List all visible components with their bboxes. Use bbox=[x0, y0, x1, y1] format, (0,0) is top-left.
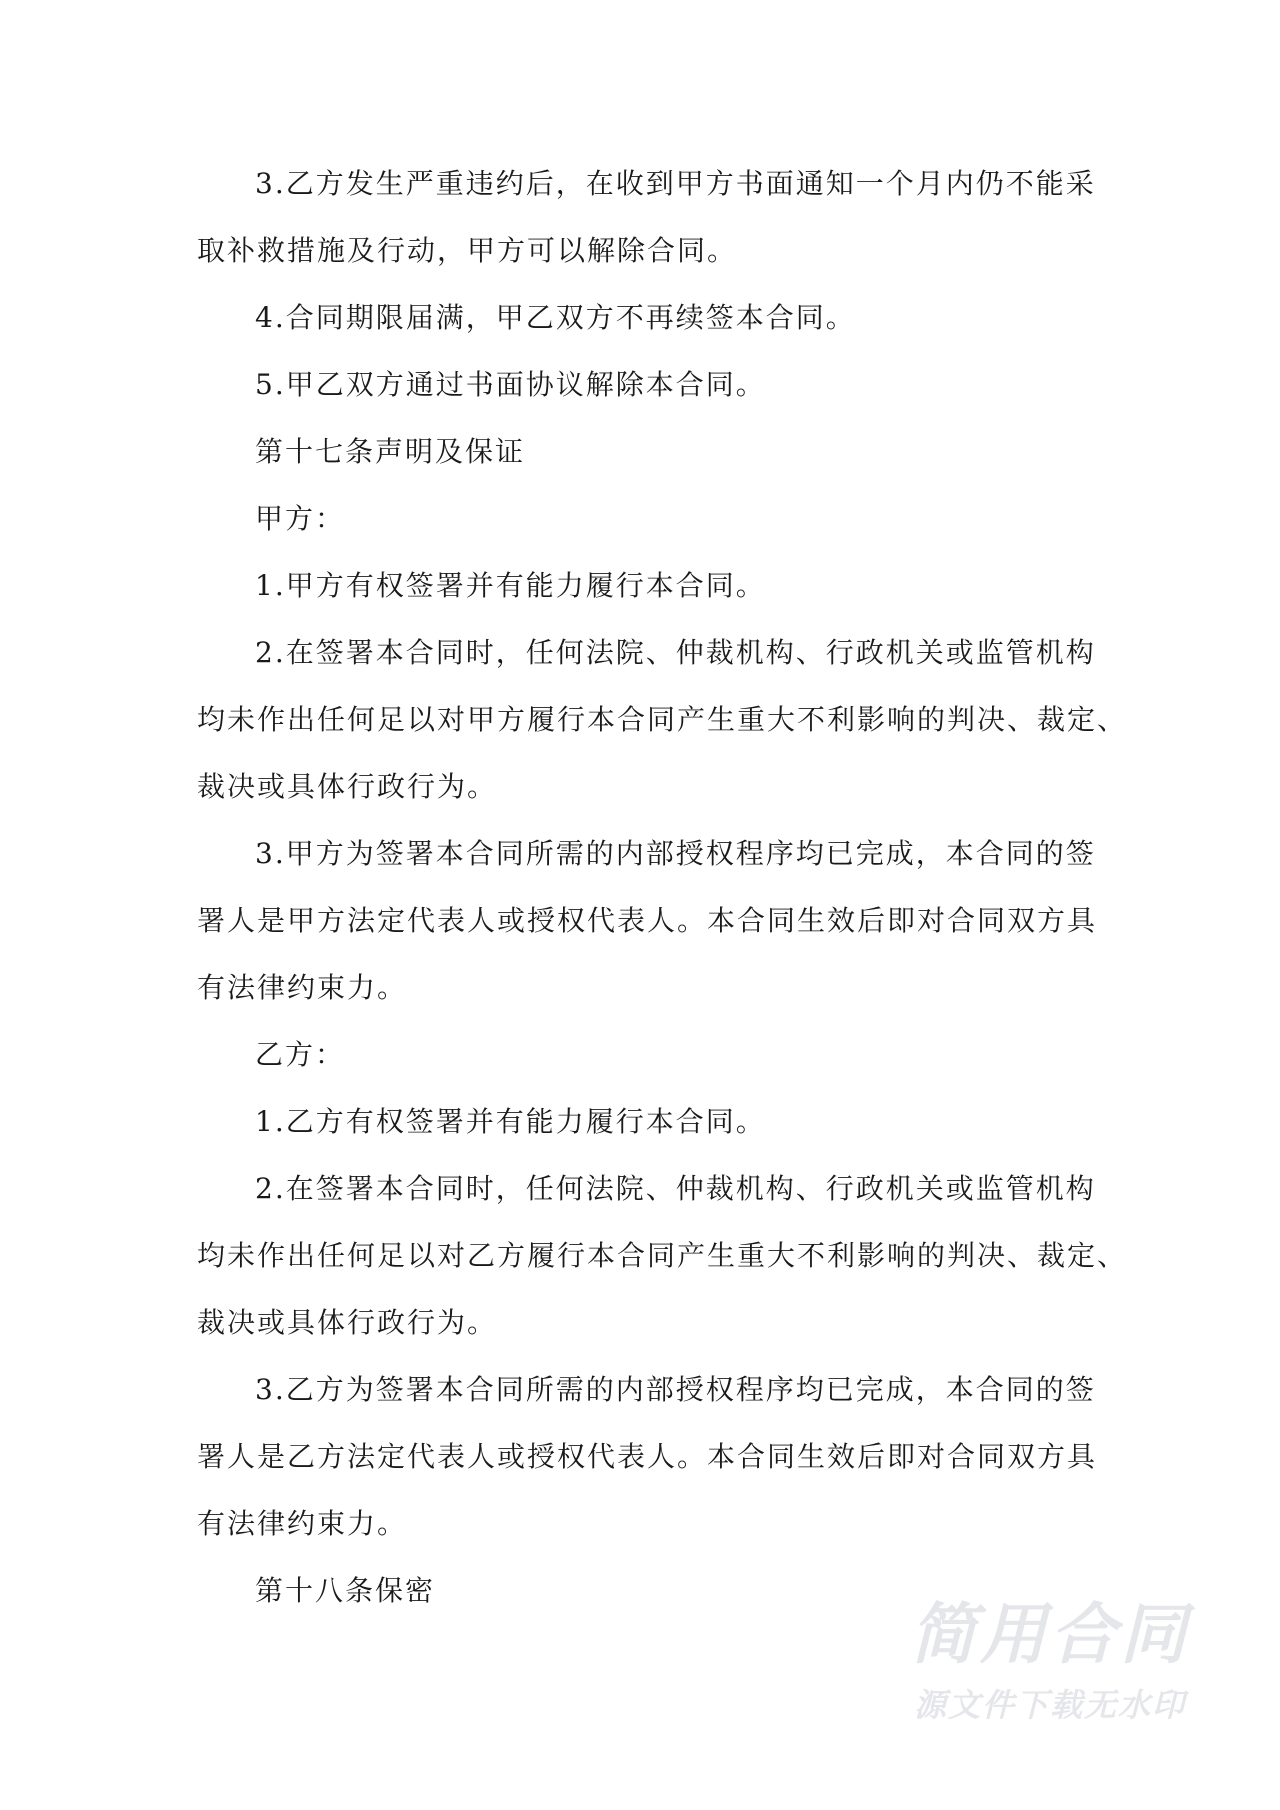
paragraph-line: 署人是甲方法定代表人或授权代表人。本合同生效后即对合同双方具 bbox=[197, 904, 1098, 937]
paragraph bbox=[197, 820, 1097, 1021]
paragraph bbox=[197, 1356, 1097, 1557]
paragraph bbox=[197, 1021, 1097, 1088]
paragraph-line: 2.在签署本合同时，任何法院、仲裁机构、行政机关或监管机构 bbox=[255, 1172, 1096, 1205]
paragraph bbox=[197, 284, 1097, 351]
paragraph-line: 均未作出任何足以对甲方履行本合同产生重大不利影响的判决、裁定、 bbox=[197, 703, 1128, 736]
watermark-title: 简用合同 bbox=[910, 1596, 1190, 1673]
paragraph-line: 乙方： bbox=[255, 1038, 346, 1071]
paragraph-line: 取补救措施及行动，甲方可以解除合同。 bbox=[197, 234, 738, 267]
watermark-logo bbox=[880, 1595, 1220, 1729]
paragraph-line: 裁决或具体行政行为。 bbox=[197, 1306, 498, 1339]
paragraph-line: 3.甲方为签署本合同所需的内部授权程序均已完成，本合同的签 bbox=[255, 837, 1096, 870]
paragraph-line: 甲方： bbox=[255, 502, 346, 535]
paragraph bbox=[197, 418, 1097, 485]
paragraph bbox=[197, 1155, 1128, 1356]
paragraph-line: 4.合同期限届满，甲乙双方不再续签本合同。 bbox=[255, 301, 856, 334]
paragraph-line: 2.在签署本合同时，任何法院、仲裁机构、行政机关或监管机构 bbox=[255, 636, 1096, 669]
paragraph-line: 第十八条保密 bbox=[255, 1574, 436, 1607]
paragraph-line: 署人是乙方法定代表人或授权代表人。本合同生效后即对合同双方具 bbox=[197, 1440, 1098, 1473]
paragraph-line: 均未作出任何足以对乙方履行本合同产生重大不利影响的判决、裁定、 bbox=[197, 1239, 1128, 1272]
paragraph-line: 第十七条声明及保证 bbox=[255, 435, 526, 468]
paragraph bbox=[197, 619, 1128, 820]
watermark-subtitle: 源文件下载无水印 bbox=[913, 1686, 1186, 1724]
paragraph-line: 1.乙方有权签署并有能力履行本合同。 bbox=[255, 1105, 766, 1138]
paragraph-line: 5.甲乙双方通过书面协议解除本合同。 bbox=[255, 368, 766, 401]
paragraph bbox=[197, 552, 1097, 619]
document-body bbox=[197, 150, 1128, 1624]
paragraph-line: 裁决或具体行政行为。 bbox=[197, 770, 498, 803]
paragraph bbox=[197, 351, 1097, 418]
paragraph bbox=[197, 150, 1097, 284]
paragraph bbox=[197, 485, 1097, 552]
paragraph-line: 有法律约束力。 bbox=[197, 1507, 408, 1540]
paragraph-line: 3.乙方为签署本合同所需的内部授权程序均已完成，本合同的签 bbox=[255, 1373, 1096, 1406]
paragraph bbox=[197, 1088, 1097, 1155]
paragraph-line: 3.乙方发生严重违约后，在收到甲方书面通知一个月内仍不能采 bbox=[255, 167, 1096, 200]
paragraph-line: 1.甲方有权签署并有能力履行本合同。 bbox=[255, 569, 766, 602]
paragraph-line: 有法律约束力。 bbox=[197, 971, 408, 1004]
